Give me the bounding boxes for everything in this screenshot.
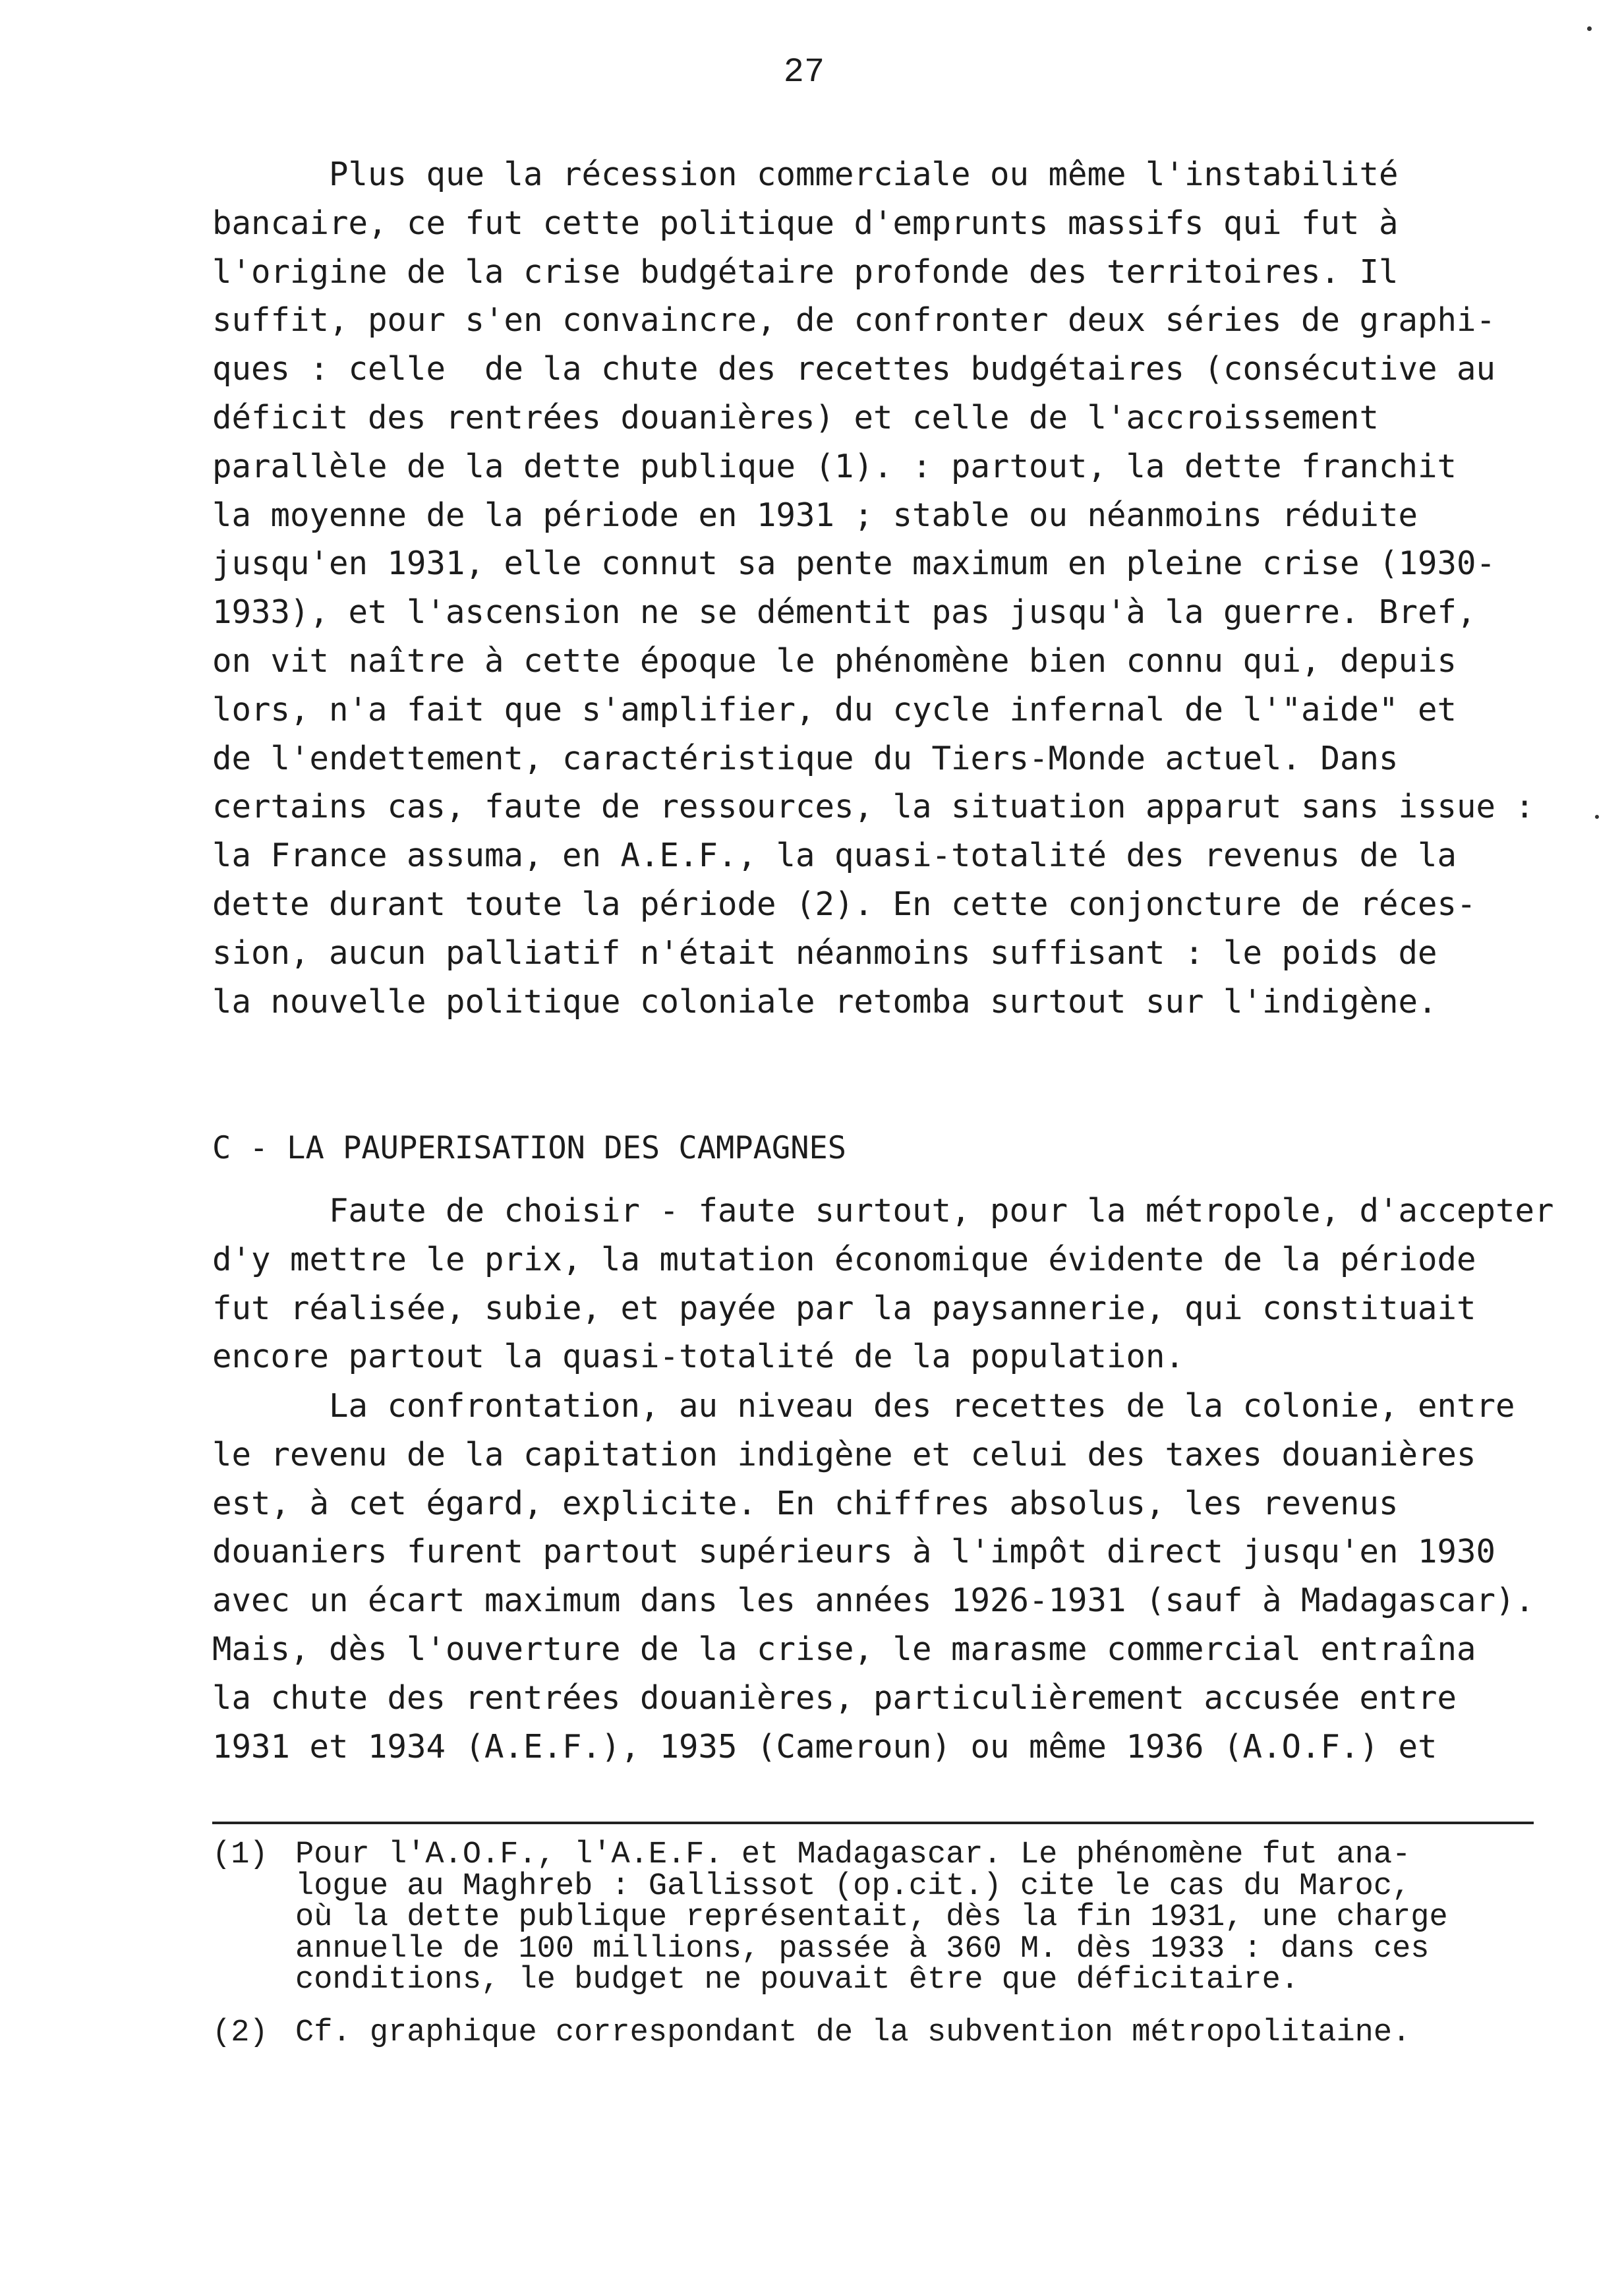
paragraph-1-line: déficit des rentrées douanières) et celle de l'accroissement — [212, 398, 1379, 436]
paragraph-1-line: de l'endettement, caractéristique du Tiers-Monde actuel. Dans — [212, 739, 1399, 777]
paragraph-3-line: 1931 et 1934 (A.E.F.), 1935 (Cameroun) ou même 1936 (A.O.F.) et — [212, 1727, 1437, 1766]
footnote-2-body — [295, 2017, 1410, 2049]
scan-speck — [1595, 815, 1599, 819]
paragraph-3 — [212, 1382, 1596, 1771]
paragraph-3-line: le revenu de la capitation indigène et celui des taxes douanières — [212, 1435, 1476, 1473]
paragraph-2-line: Faute de choisir - faute surtout, pour la métropole, d'accepter — [212, 1192, 1554, 1230]
paragraph-1-line: jusqu'en 1931, elle connut sa pente maximum en pleine crise (1930- — [212, 545, 1496, 583]
paragraph-1-line: la France assuma, en A.E.F., la quasi-totalité des revenus de la — [212, 837, 1457, 875]
scan-speck — [1587, 26, 1592, 31]
paragraph-1-line: ques : celle de la chute des recettes budgétaires (consécutive au — [212, 350, 1496, 388]
paragraph-1-line: lors, n'a fait que s'amplifier, du cycle infernal de l'"aide" et — [212, 690, 1457, 728]
paragraph-2-line: encore partout la quasi-totalité de la population. — [212, 1338, 1185, 1376]
paragraph-1-line: bancaire, ce fut cette politique d'emprunts massifs qui fut à — [212, 204, 1399, 242]
paragraph-2-line: fut réalisée, subie, et payée par la paysannerie, qui constituait — [212, 1289, 1476, 1327]
paragraph-3-line: Mais, dès l'ouverture de la crise, le marasme commercial entraîna — [212, 1630, 1476, 1668]
footnote-1-body — [295, 1839, 1448, 1996]
paragraph-1-line: 1933), et l'ascension ne se démentit pas jusqu'à la guerre. Bref, — [212, 593, 1476, 632]
footnote-line: logue au Maghreb : Gallissot (op.cit.) cite le cas du Maroc, — [295, 1868, 1411, 1904]
footnote-separator — [212, 1822, 1534, 1824]
paragraph-2 — [212, 1187, 1596, 1381]
paragraph-1-line: on vit naître à cette époque le phénomène bien connu qui, depuis — [212, 641, 1457, 680]
page-number: 27 — [783, 53, 825, 92]
paragraph-1-line: sion, aucun palliatif n'était néanmoins suffisant : le poids de — [212, 934, 1437, 972]
footnote-line: annuelle de 100 millions, passée à 360 M. dès 1933 : dans ces — [295, 1931, 1430, 1967]
footnote-line: où la dette publique représentait, dès la fin 1931, une charge — [295, 1900, 1448, 1935]
paragraph-1-line: la nouvelle politique coloniale retomba surtout sur l'indigène. — [212, 982, 1437, 1021]
footnote-line: Cf. graphique correspondant de la subvention métropolitaine. — [295, 2015, 1411, 2050]
footnote-line: Pour l'A.O.F., l'A.E.F. et Madagascar. Le phénomène fut ana- — [295, 1837, 1411, 1872]
paragraph-3-line: la chute des rentrées douanières, particulièrement accusée entre — [212, 1679, 1457, 1717]
paragraph-1 — [212, 150, 1596, 1026]
paragraph-1-line: la moyenne de la période en 1931 ; stable ou néanmoins réduite — [212, 496, 1418, 534]
footnote-line: conditions, le budget ne pouvait être que déficitaire. — [295, 1963, 1300, 1998]
paragraph-1-line: l'origine de la crise budgétaire profonde des territoires. Il — [212, 253, 1399, 291]
footnote-1 — [212, 1839, 1596, 1996]
paragraph-3-line: avec un écart maximum dans les années 1926-1931 (sauf à Madagascar). — [212, 1582, 1535, 1620]
paragraph-1-line: suffit, pour s'en convaincre, de confronter deux séries de graphi- — [212, 301, 1496, 340]
paragraph-1-line: parallèle de la dette publique (1). : partout, la dette franchit — [212, 447, 1457, 485]
footnote-marker: (1) — [212, 1837, 268, 1872]
paragraph-1-line: Plus que la récession commerciale ou même l'instabilité — [212, 156, 1399, 193]
paragraph-1-line: dette durant toute la période (2). En cette conjoncture de réces- — [212, 885, 1476, 923]
footnote-marker: (2) — [212, 2015, 268, 2050]
paragraph-3-line: est, à cet égard, explicite. En chiffres absolus, les revenus — [212, 1484, 1399, 1522]
paragraph-3-line: La confrontation, au niveau des recettes de la colonie, entre — [212, 1387, 1515, 1425]
footnote-2 — [212, 2017, 1596, 2049]
paragraph-2-line: d'y mettre le prix, la mutation économique évidente de la période — [212, 1240, 1476, 1278]
paragraph-1-line: certains cas, faute de ressources, la situation apparut sans issue : — [212, 788, 1535, 826]
section-heading: C - LA PAUPERISATION DES CAMPAGNES — [212, 1130, 847, 1166]
paragraph-3-line: douaniers furent partout supérieurs à l'impôt direct jusqu'en 1930 — [212, 1533, 1496, 1571]
